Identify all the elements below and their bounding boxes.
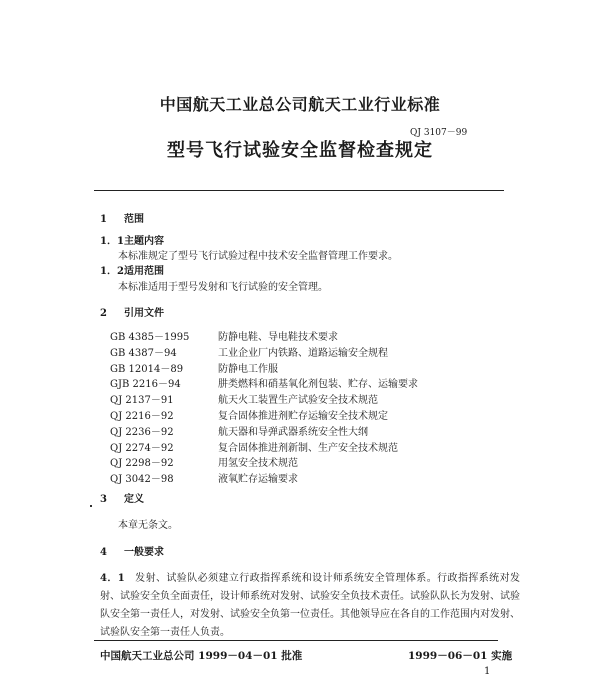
- reference-code: QJ 2236－92: [110, 426, 174, 438]
- reference-code: QJ 2137－91: [110, 395, 174, 407]
- section-number: 1．1: [100, 236, 124, 247]
- section-number: 1．2: [100, 266, 124, 277]
- reference-title: 航天火工装置生产试验安全技术规范: [218, 395, 378, 407]
- section-title: 定义: [124, 494, 144, 505]
- reference-item: [110, 472, 418, 488]
- section-2-heading: [100, 304, 164, 319]
- reference-item: [110, 330, 418, 346]
- section-number: 1: [100, 214, 107, 225]
- implementation-line: 1999－06－01 实施: [408, 650, 513, 662]
- reference-code: GJB 2216－94: [110, 379, 181, 391]
- document-title: 型号飞行试验安全监督检查规定: [167, 140, 433, 161]
- reference-code: QJ 2274－92: [110, 442, 174, 454]
- section-3-text: 本章无条文。: [118, 520, 178, 531]
- reference-item: [110, 393, 418, 409]
- reference-code: GB 12014－89: [110, 363, 184, 375]
- reference-code: QJ 3042－98: [110, 474, 174, 486]
- section-1-2-heading: [100, 262, 164, 277]
- reference-code: QJ 2216－92: [110, 410, 174, 422]
- section-4-1-text: 发射、试验队必须建立行政指挥系统和设计师系统安全管理体系。行政指挥系统对发射、试验安全负全面责任，设计师系统对发射、试验安全负技术责任。试验队队长为发射、试验队安全第一责任人，对发射、试验安全负第一位责任。其他领导应在各自的工作范围内对发射、试验队安全第一责任人负责。: [100, 573, 521, 638]
- issuer-title: 中国航天工业总公司航天工业行业标准: [159, 95, 441, 114]
- reference-code: GB 4385－1995: [110, 332, 190, 343]
- header-rule: [94, 190, 504, 191]
- reference-item: [110, 377, 418, 393]
- reference-title: 复合固体推进剂贮存运输安全技术规定: [218, 410, 388, 422]
- section-number: 4: [100, 547, 107, 558]
- section-3-heading: [100, 490, 144, 505]
- reference-title: 液氧贮存运输要求: [218, 474, 298, 486]
- section-1-2-text: 本标准适用于型号发射和飞行试验的安全管理。: [118, 282, 328, 293]
- section-1-heading: [100, 210, 144, 225]
- reference-item: [110, 441, 418, 457]
- standard-number: QJ 3107－99: [410, 128, 468, 138]
- section-title: 主题内容: [124, 236, 164, 247]
- reference-title: 肼类燃料和硝基氧化剂包装、贮存、运输要求: [218, 379, 418, 391]
- reference-title: 防静电鞋、导电鞋技术要求: [218, 332, 338, 343]
- section-1-1-heading: [100, 232, 164, 247]
- footer-rule: [94, 640, 498, 641]
- reference-list: [110, 330, 418, 488]
- scan-speck: [90, 505, 92, 507]
- reference-item: [110, 425, 418, 441]
- section-1-1-text: 本标准规定了型号飞行试验过程中技术安全监督管理工作要求。: [118, 251, 398, 262]
- page-number: 1: [484, 666, 491, 677]
- section-4-1-paragraph: [100, 570, 520, 642]
- reference-title: 复合固体推进剂新制、生产安全技术规范: [218, 442, 398, 454]
- reference-item: [110, 409, 418, 425]
- reference-title: 用氢安全技术规范: [218, 458, 298, 470]
- reference-code: QJ 2298－92: [110, 458, 174, 470]
- section-number: 2: [100, 308, 107, 319]
- reference-code: GB 4387－94: [110, 347, 177, 359]
- section-4-heading: [100, 543, 164, 558]
- section-title: 引用文件: [124, 308, 164, 319]
- reference-item: [110, 346, 418, 362]
- section-title: 适用范围: [124, 266, 164, 277]
- section-title: 一般要求: [124, 547, 164, 558]
- reference-item: [110, 456, 418, 472]
- reference-title: 防静电工作服: [218, 363, 278, 375]
- section-number: 4．1: [100, 573, 125, 584]
- reference-item: [110, 362, 418, 378]
- section-title: 范围: [124, 214, 144, 225]
- section-number: 3: [100, 494, 107, 505]
- reference-title: 航天器和导弹武器系统安全性大纲: [218, 426, 368, 438]
- reference-title: 工业企业厂内铁路、道路运输安全规程: [218, 347, 388, 359]
- approval-line: 中国航天工业总公司 1999－04－01 批准: [100, 650, 303, 662]
